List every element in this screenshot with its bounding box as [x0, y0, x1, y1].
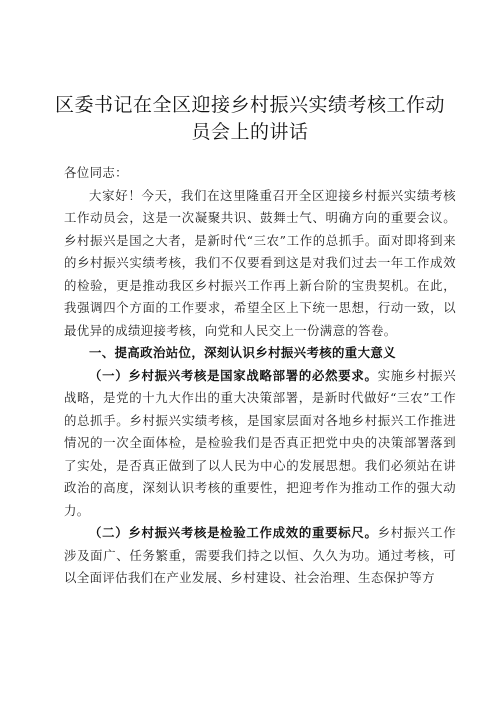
section-1-2-paragraph	[64, 522, 456, 590]
section-1-1-lead: （一）乡村振兴考核是国家战略部署的必然要求。	[89, 367, 378, 383]
intro-paragraph: 大家好！今天，我们在这里隆重召开全区迎接乡村振兴实绩考核工作动员会，这是一次凝聚共识、鼓舞士气、明确方向的重要会议。乡村振兴是国之大者，是新时代“三农”工作的总抓手。面对即将到来的乡村振兴实绩考核，我们不仅要看到这是对我们过去一年工作成效的检验，更是推动我区乡村振兴工作再上新台阶的宝贵契机。在此，我强调四个方面的工作要求，希望全区上下统一思想，行动一致，以最优异的成绩迎接考核，向党和人民交上一份满意的答卷。	[64, 187, 456, 338]
section-1-2-text: 乡村振兴工作涉及面广、任务繁重，需要我们持之以恒、久久为功。通过考核，可以全面评估我们在产业发展、乡村建设、社会治理、生态保护等方	[64, 525, 456, 585]
document-body	[64, 162, 456, 590]
title-line-2: 员会上的讲话	[191, 121, 309, 143]
section-1-1-text: 实施乡村振兴战略，是党的十九大作出的重大决策部署，是新时代做好“三农”工作的总抓手。乡村振兴实绩考核，是国家层面对各地乡村振兴工作推进情况的一次全面体检，是检验我们是否真正把党中央的决策部署落到了实处，是否真正做到了以人民为中心的发展思想。我们必须站在讲政治的高度，深刻认识考核的重要性，把迎考作为推动工作的强大动力。	[64, 367, 456, 518]
salutation: 各位同志：	[64, 165, 128, 180]
section-1-heading: 一、提高政治站位，深刻认识乡村振兴考核的重大意义	[89, 345, 396, 360]
title-line-1: 区委书记在全区迎接乡村振兴实绩考核工作动	[54, 94, 445, 116]
section-1-1-paragraph	[64, 365, 456, 523]
section-1-2-lead: （二）乡村振兴考核是检验工作成效的重要标尺。	[89, 525, 378, 540]
document-title	[40, 92, 460, 146]
